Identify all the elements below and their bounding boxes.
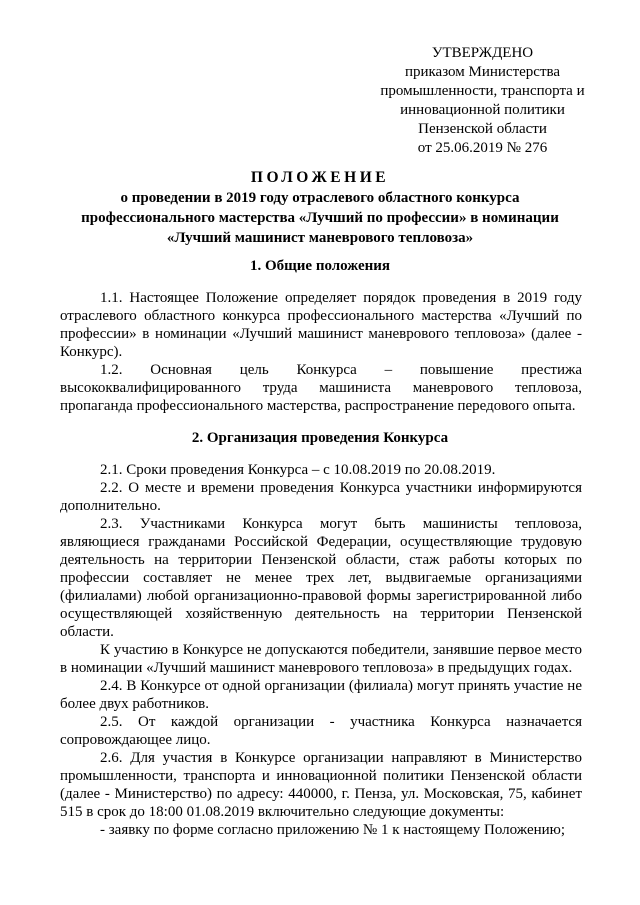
document-subtitle-line: о проведении в 2019 году отраслевого областного конкурса [120,190,520,206]
document-subtitle-line: «Лучший машинист маневрового тепловоза» [166,230,474,246]
approval-line: от 25.06.2019 № 276 [417,140,548,156]
section-2-body [60,461,582,839]
paragraph-2-5: 2.5. От каждой организации - участника Конкурса назначается сопровождающее лицо. [60,714,582,748]
paragraph-2-3-note: К участию в Конкурсе не допускаются победители, занявшие первое место в номинации «Лучший машинист маневрового тепловоза» в предыдущих годах. [60,642,582,676]
paragraph-2-6: 2.6. Для участия в Конкурсе организации направляют в Министерство промышленности, транспорта и инновационной политики Пензенской области (далее - Министерство) по адресу: 440000, г. Пенза, ул. Московская, 75, кабинет 515 в срок до 18:00 01.08.2019 включительно следующие документы: [60,750,582,820]
paragraph-2-4: 2.4. В Конкурсе от одной организации (филиала) могут принять участие не более двух работников. [60,678,582,712]
section-heading-2: 2. Организация проведения Конкурса [191,430,449,446]
approval-line: УТВЕРЖДЕНО [431,45,534,61]
section-heading-1: 1. Общие положения [249,258,391,274]
document-title: ПОЛОЖЕНИЕ [250,169,390,186]
document-subtitle-line: профессионального мастерства «Лучший по профессии» в номинации [81,210,559,226]
approval-line: Пензенской области [418,121,547,137]
approval-stamp [370,44,595,158]
paragraph-2-3: 2.3. Участниками Конкурса могут быть машинисты тепловоза, являющиеся гражданами Российской Федерации, осуществляющие трудовую деятельность на территории Пензенской области, стаж работы которых по профессии составляет не менее трех лет, выдвигаемые организациями (филиалами) любой организационно-правовой формы зарегистрированной либо осуществляющей хозяйственную деятельность на территории Пензенской области. [60,516,582,640]
approval-line: приказом Министерства [404,64,561,80]
paragraph-2-1: 2.1. Сроки проведения Конкурса – с 10.08.2019 по 20.08.2019. [100,462,496,478]
paragraph-2-2: 2.2. О месте и времени проведения Конкурса участники информируются дополнительно. [60,480,582,514]
paragraph-1-1: 1.1. Настоящее Положение определяет порядок проведения в 2019 году отраслевого областного конкурса профессионального мастерства «Лучший по профессии» в номинации «Лучший машинист маневрового тепловоза» (далее - Конкурс). [60,290,582,360]
approval-line: инновационной политики [400,102,565,118]
paragraph-1-2: 1.2. Основная цель Конкурса – повышение престижа высококвалифицированного труда машиниста маневрового тепловоза, пропаганда профессионального мастерства, распространение передового опыта. [60,362,582,414]
document-title-block [60,168,580,248]
approval-line: промышленности, транспорта и [380,83,585,99]
section-1-body [60,289,582,415]
paragraph-2-6-item: - заявку по форме согласно приложению № 1 к настоящему Положению; [100,822,566,838]
